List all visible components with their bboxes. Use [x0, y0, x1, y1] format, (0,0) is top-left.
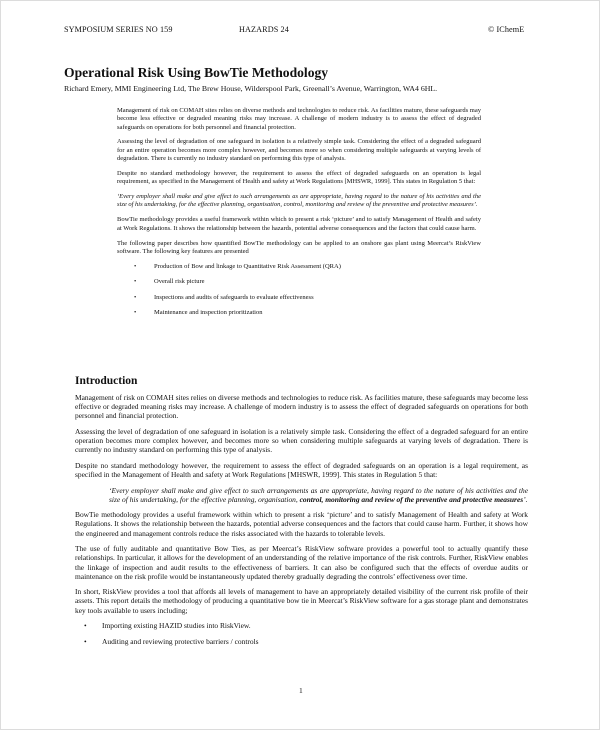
- author-affiliation: Richard Emery, MMI Engineering Ltd, The Brew House, Wilderspool Park, Greenall’s Avenue, Warrington, WA4 6HL.: [64, 84, 438, 93]
- bullet-icon: •: [84, 636, 87, 646]
- bullet-icon: •: [134, 278, 137, 286]
- body-paragraph: The use of fully auditable and quantitative Bow Ties, as per Meercat’s RiskView software provides a powerful tool to actually quantify these relationships. In particular, it allows for the development of an understanding of the relative importance of the risk controls. Further, RiskView enables the linkage of inspection and audit results to the effectiveness of barriers. It can also be configured such that the effects of overdue audits or maintenance on the risk profile would be instantaneously updated thereby gradually degrading the controls’ effectiveness over time.: [75, 544, 528, 581]
- introduction-body: [75, 393, 528, 652]
- list-item: • Auditing and reviewing protective barriers / controls: [84, 636, 259, 646]
- list-item: • Importing existing HAZID studies into RiskView.: [84, 621, 251, 631]
- regulation-quote: ‘Every employer shall make and give effect to such arrangements as are appropriate, having regard to the nature of his activities and the size of his undertaking, for the effective planning, organisation, control, monitoring and review of the preventive and protective measures’.: [109, 485, 528, 504]
- page-number: 1: [299, 686, 303, 695]
- body-paragraph: BowTie methodology provides a useful framework within which to present a risk ‘picture’ and to satisfy Management of Health and safety at Work Regulations. It shows the relationship between the hazards, potential adverse consequences and the factors that could cause harm. Further, it shows how the engineered and management controls reduce the risks associated with the hazards to tolerable levels.: [75, 510, 528, 538]
- bullet-icon: •: [134, 262, 137, 270]
- tools-list: [75, 621, 528, 646]
- header-conference: HAZARDS 24: [239, 25, 289, 34]
- bullet-icon: •: [134, 293, 137, 301]
- body-paragraph: In short, RiskView provides a tool that affords all levels of management to have an appropriately detailed visibility of the current risk profile of their assets. This report details the methodology of producing a quantitative bow tie in Meercat’s RiskView software for a gas storage plant and demonstrates key tools available to users including;: [75, 587, 528, 615]
- abstract-paragraph: The following paper describes how quantified BowTie methodology can be applied to an onshore gas plant using Meercat’s RiskView software. The following key features are presented: [117, 239, 481, 255]
- abstract-paragraph: BowTie methodology provides a useful framework within which to present a risk ‘picture’ and to satisfy Management of Health and safety at Work Regulations. It shows the relationship between the hazards, potential adverse consequences and the factors that could cause harm.: [117, 216, 481, 232]
- header-series: SYMPOSIUM SERIES NO 159: [64, 25, 173, 34]
- body-paragraph: Despite no standard methodology however, the requirement to assess the effect of degraded safeguards on an operation is a legal requirement, as specified in the Management of Health and safety at Work Regulations [MHSWR, 1999]. This states in Regulation 5 that:: [75, 460, 528, 480]
- list-item: • Maintenance and inspection prioritization: [134, 309, 263, 317]
- abstract-paragraph: Assessing the level of degradation of one safeguard in isolation is a relatively simple task. Considering the effect of a degraded safeguard for an entire operation becomes more complex however, and becomes more so when considering multiple safeguards at varying levels of degradation. There is currently no industry standard on performing this type of analysis.: [117, 138, 481, 163]
- list-item: • Production of Bow and linkage to Quantitative Risk Assessment (QRA): [134, 262, 341, 270]
- abstract: [117, 107, 481, 325]
- abstract-feature-list: [117, 263, 481, 318]
- abstract-paragraph: Management of risk on COMAH sites relies on diverse methods and technologies to reduce risk. As facilities mature, these safeguards may become less effective or degraded meaning risks may increase. A challenge of modern industry is to assess the effect of degraded safeguards on operations for both personnel and financial protection.: [117, 107, 481, 131]
- header-copyright: © IChemE: [488, 25, 525, 34]
- bullet-icon: •: [84, 621, 87, 631]
- abstract-quote: ‘Every employer shall make and give effect to such arrangements as are appropriate, having regard to the nature of his activities and the size of his undertaking, for the effective planning, organisation, control, monitoring and review of the preventive and protective measures’.: [117, 193, 481, 209]
- list-item: • Inspections and audits of safeguards to evaluate effectiveness: [134, 293, 314, 301]
- bullet-icon: •: [134, 309, 137, 317]
- abstract-paragraph: Despite no standard methodology however, the requirement to assess the effect of degraded safeguards on an operation is legal requirement, as specified in the Management of Health and safety at Work Regulations [MHSWR, 1999]. This states in Regulation 5 that:: [117, 169, 481, 186]
- section-heading-introduction: Introduction: [75, 375, 138, 387]
- body-paragraph: Management of risk on COMAH sites relies on diverse methods and technologies to reduce risk. As facilities mature, these safeguards may become less effective or degraded meaning risks may increase. A challenge of modern industry is to assess the effect of degraded safeguards on operations for both personnel and financial protection.: [75, 393, 528, 421]
- paper-title: Operational Risk Using BowTie Methodology: [64, 65, 329, 80]
- body-paragraph: Assessing the level of degradation of one safeguard in isolation is a relatively simple task. Considering the effect of a degraded safeguard for an entire operation becomes more complex however, and becomes more so when considering multiple safeguards at varying levels of degradation. There is currently no industry standard on performing this type of analysis.: [75, 426, 528, 455]
- list-item: • Overall risk picture: [134, 278, 205, 286]
